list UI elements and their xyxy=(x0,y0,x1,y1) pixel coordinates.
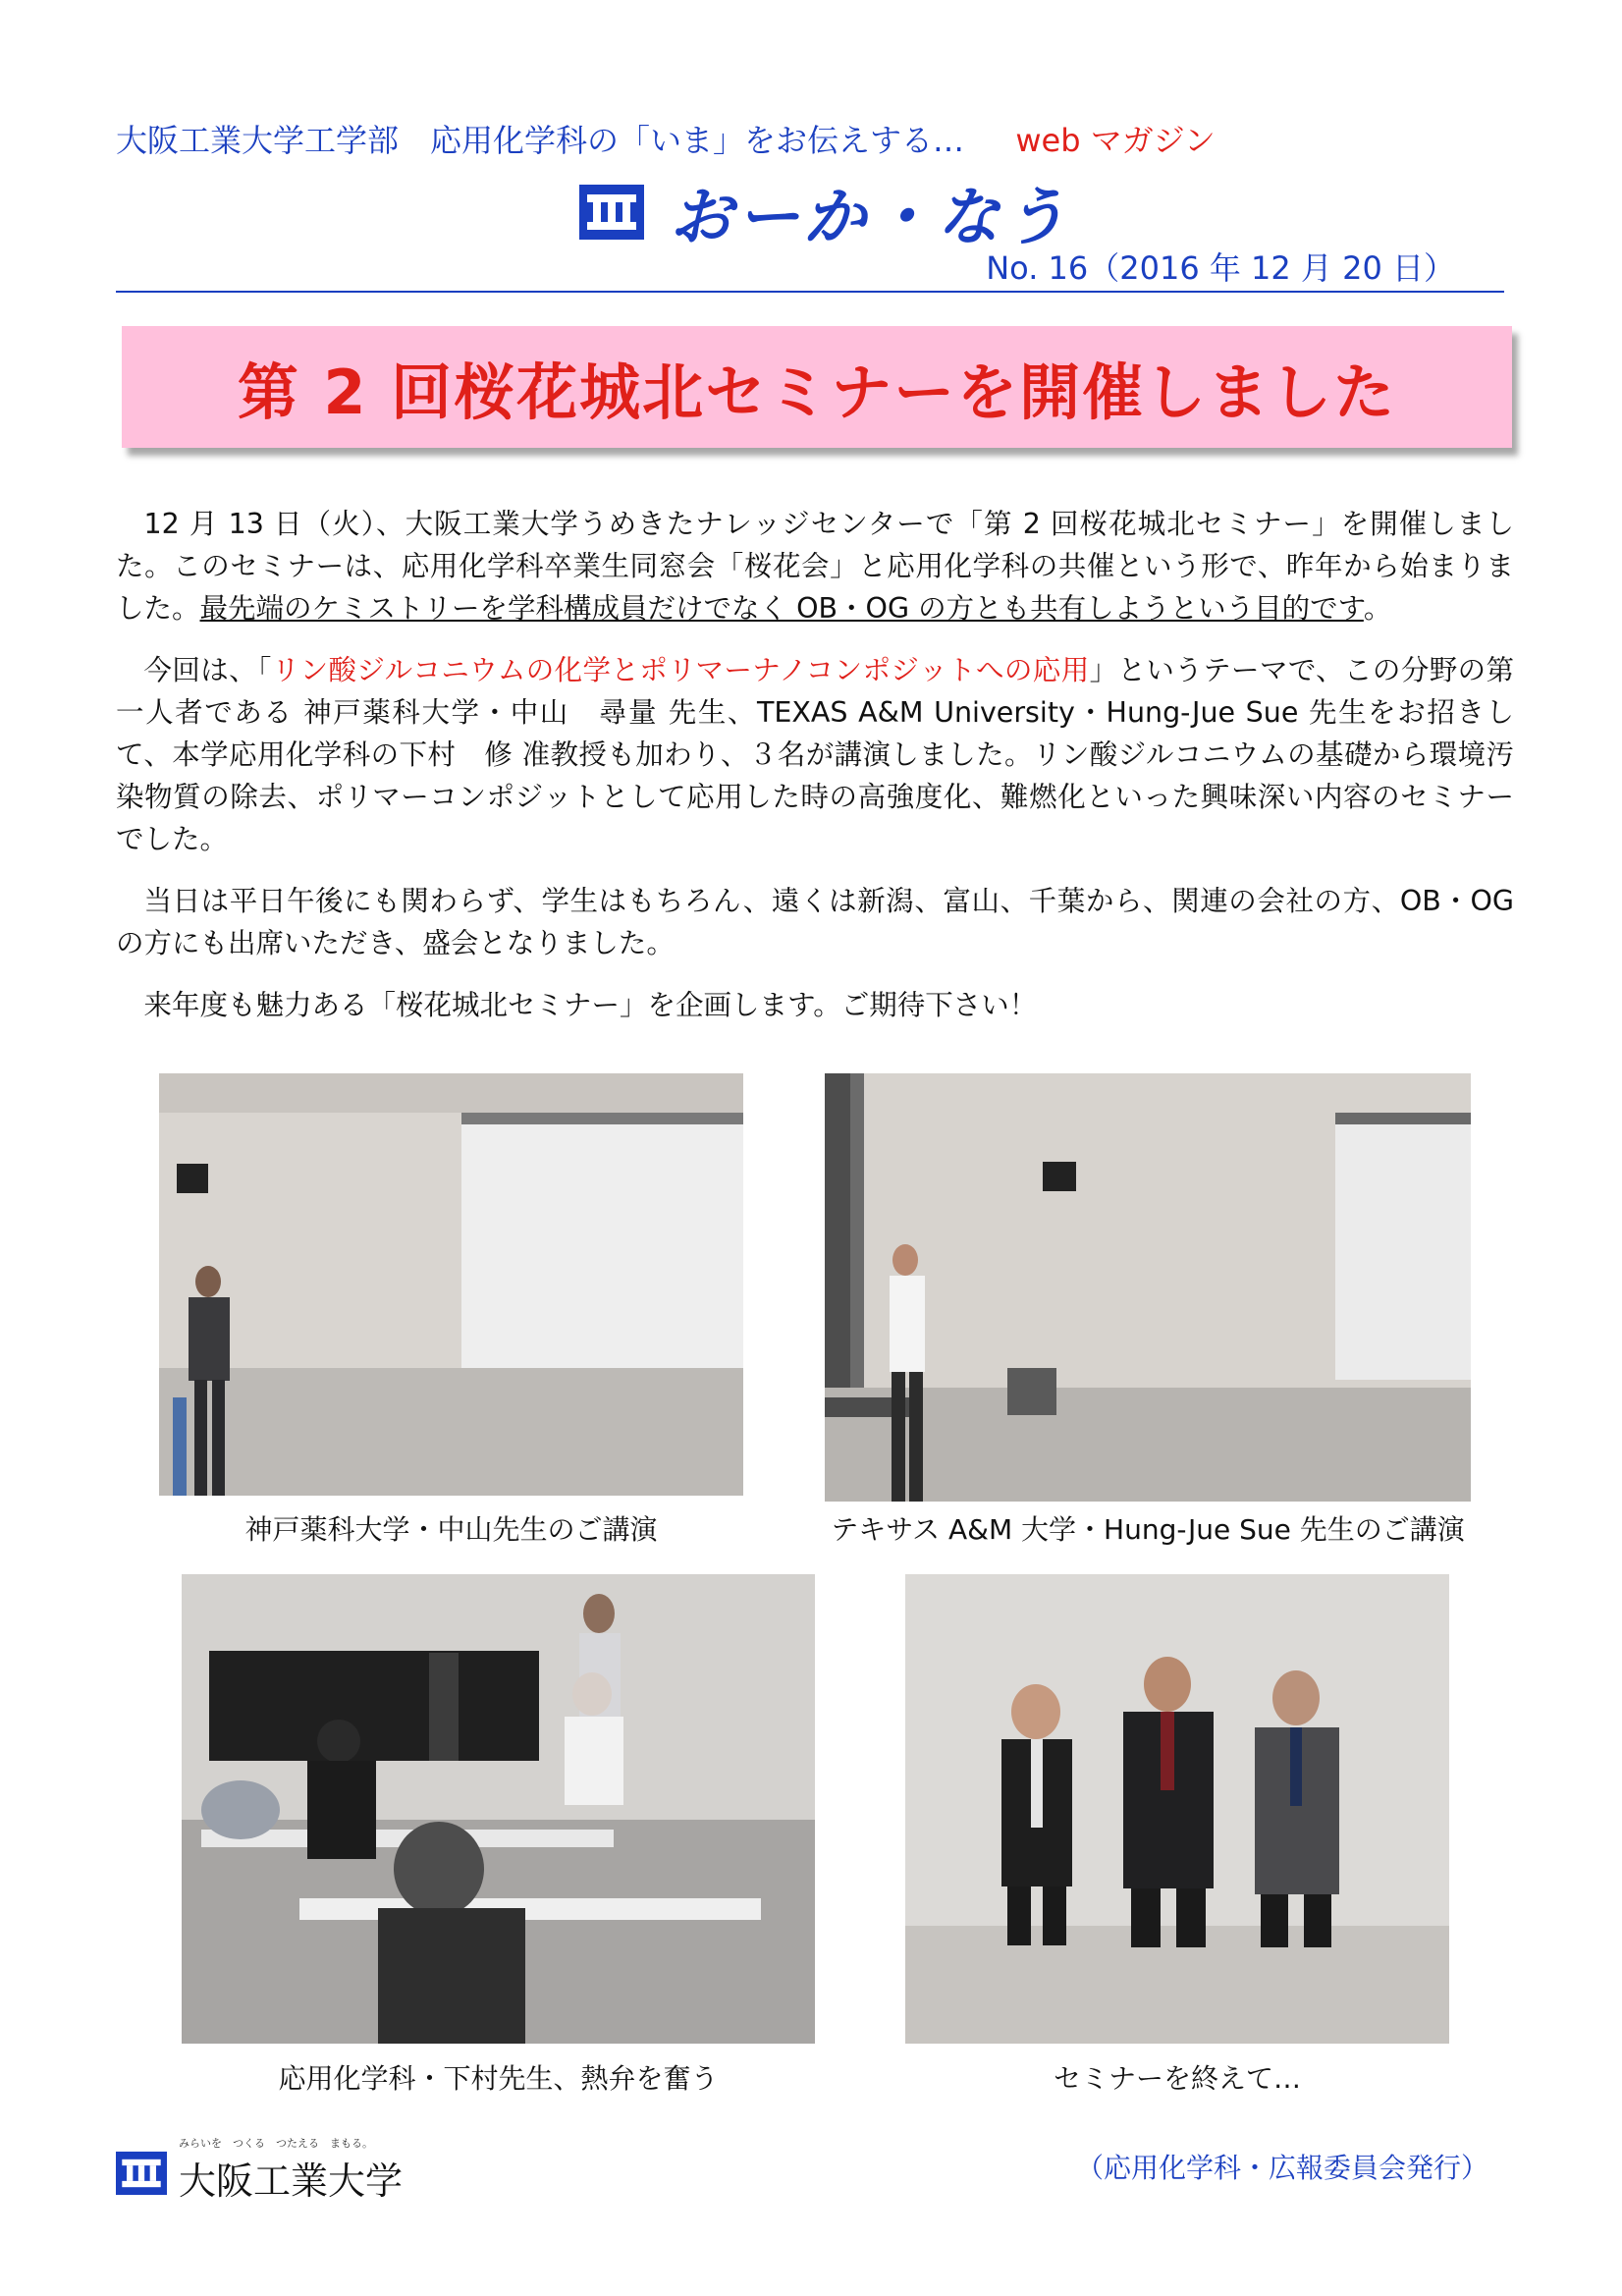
paragraph-1-text: 12 月 13 日（火）、大阪工業大学うめきたナレッジセンターで「第 2 回桜花城北セミナー」を開催しました。このセミナーは、応用化学科卒業生同窓会「桜花会」と応用化学科の共催という形で、昨年から始まりました。 xyxy=(116,508,1514,625)
caption-photo-1: 神戸薬科大学・中山先生のご講演 xyxy=(244,1513,658,1546)
paragraph-2-lead: 今回は、「 xyxy=(143,654,272,686)
tagline-web: web マガジン xyxy=(1015,122,1216,159)
photo-group xyxy=(905,1574,1449,2044)
seminar-theme: リン酸ジルコニウムの化学とポリマーナノコンポジットへの応用 xyxy=(271,654,1090,686)
paragraph-2 xyxy=(116,649,1514,860)
paragraph-3: 当日は平日午後にも関わらず、学生はもちろん、遠くは新潟、富山、千葉から、関連の会社の方、OB・OG の方にも出席いただき、盛会となりました。 xyxy=(116,885,1514,959)
header-tagline xyxy=(116,116,1216,161)
photo-shimomura-lecture xyxy=(182,1574,815,2044)
caption-photo-2: テキサス A&M 大学・Hung-Jue Sue 先生のご講演 xyxy=(831,1513,1465,1546)
paragraph-1-end: 。 xyxy=(1363,592,1392,625)
paragraph-1 xyxy=(116,503,1514,629)
tagline-text: 大阪工業大学工学部 応用化学科の「いま」をお伝えする… xyxy=(116,122,965,159)
caption-photo-3: 応用化学科・下村先生、熱弁を奮う xyxy=(278,2062,719,2095)
paragraph-2-text: 」というテーマで、この分野の第一人者である 神戸薬科大学・中山 尋量 先生、TEXAS A&M University・Hung-Jue Sue 先生をお招きして、本学応用化学科の下村 修 准教授も加わり、３名が講演しました。リン酸ジルコニウムの基礎から環境汚染物質の除去、ポリマーコンポジットとして応用した時の高強度化、難燃化といった興味深い内容のセミナーでした。 xyxy=(116,654,1515,855)
footer-logo xyxy=(116,2137,404,2205)
paragraph-4: 来年度も魅力ある「桜花城北セミナー」を企画します。ご期待下さい！ xyxy=(143,989,1038,1021)
article-title: 第 2 回桜花城北セミナーを開催しました xyxy=(237,355,1397,428)
oit-footer-logo-icon xyxy=(116,2150,167,2197)
footer-logo-tagline: みらいを つくる つたえる まもる。 xyxy=(179,2137,373,2150)
photo-sue-image xyxy=(825,1073,1471,1502)
paragraph-1-underlined: 最先端のケミストリーを学科構成員だけでなく OB・OG の方とも共有しようという目的です xyxy=(199,592,1364,625)
article-banner xyxy=(122,326,1512,448)
photo-nakayama-image xyxy=(159,1073,743,1496)
caption-photo-4: セミナーを終えて… xyxy=(1053,2062,1301,2095)
footer-issuer: （応用化学科・広報委員会発行） xyxy=(1075,2152,1488,2184)
photo-nakayama-lecture xyxy=(159,1073,743,1496)
photo-sue-lecture xyxy=(825,1073,1471,1502)
footer-university-name: 大阪工業大学 xyxy=(179,2159,404,2203)
header-divider xyxy=(116,291,1504,293)
photo-shimomura-image xyxy=(182,1574,815,2044)
article-body xyxy=(116,503,1514,1046)
oit-logo-icon xyxy=(579,185,644,240)
magazine-title: おーか・なう xyxy=(670,182,1070,254)
issue-number: No. 16（2016 年 12 月 20 日） xyxy=(986,249,1455,287)
photo-group-image xyxy=(905,1574,1449,2044)
